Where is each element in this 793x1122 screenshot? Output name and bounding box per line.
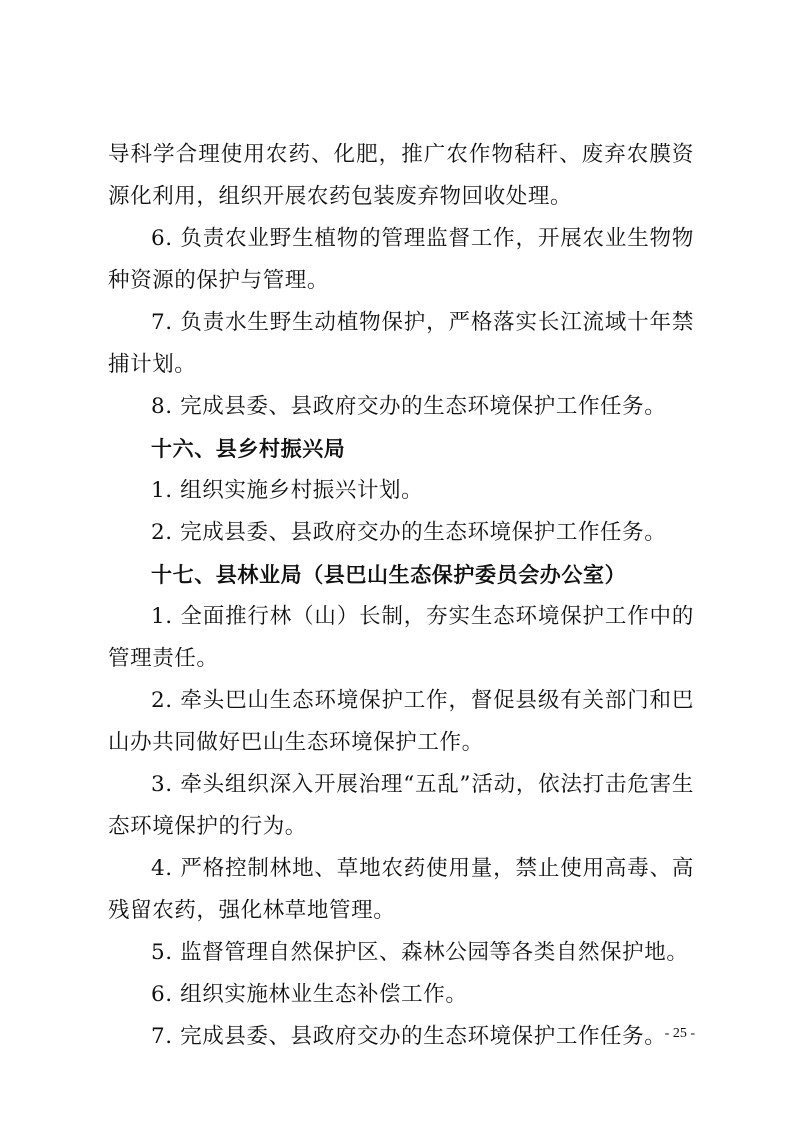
paragraph: 7. 负责水生野生动植物保护，严格落实长江流域十年禁捕计划。 [108, 310, 694, 377]
paragraph: 6. 组织实施林业生态补偿工作。 [151, 982, 468, 1007]
page-number: - 25 - [664, 1026, 695, 1041]
body-text [108, 134, 694, 1058]
paragraph: 导科学合理使用农药、化肥，推广农作物秸秆、废弃农膜资源化利用，组织开展农药包装废弃物回收处理。 [108, 142, 694, 209]
paragraph: 4. 严格控制林地、草地农药使用量，禁止使用高毒、高残留农药，强化林草地管理。 [108, 856, 694, 923]
paragraph: 1. 组织实施乡村振兴计划。 [151, 478, 424, 503]
paragraph: 2. 完成县委、县政府交办的生态环境保护工作任务。 [151, 520, 667, 545]
paragraph: 6. 负责农业野生植物的管理监督工作，开展农业生物物种资源的保护与管理。 [108, 226, 694, 293]
section-heading: 十七、县林业局（县巴山生态保护委员会办公室） [151, 563, 627, 587]
paragraph: 5. 监督管理自然保护区、森林公园等各类自然保护地。 [151, 940, 689, 965]
paragraph: 8. 完成县委、县政府交办的生态环境保护工作任务。 [151, 394, 667, 419]
paragraph: 3. 牵头组织深入开展治理“五乱”活动，依法打击危害生态环境保护的行为。 [108, 772, 694, 839]
paragraph: 7. 完成县委、县政府交办的生态环境保护工作任务。 [151, 1024, 667, 1049]
paragraph: 1. 全面推行林（山）长制，夯实生态环境保护工作中的管理责任。 [108, 604, 694, 671]
section-heading: 十六、县乡村振兴局 [151, 437, 346, 461]
paragraph: 2. 牵头巴山生态环境保护工作，督促县级有关部门和巴山办共同做好巴山生态环境保护工作。 [108, 688, 694, 755]
